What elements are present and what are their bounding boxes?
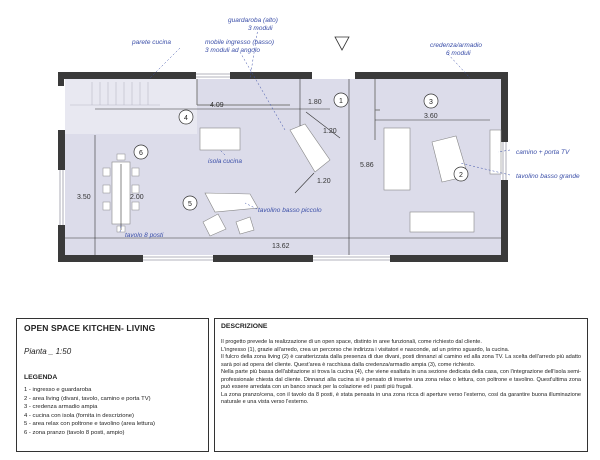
note-isola: isola cucina [208, 158, 242, 165]
legend-item: 5 - area relax con poltrone e tavolino (area lettura) [24, 421, 155, 428]
room-number-6: 6 [139, 150, 143, 157]
dim-3-50: 3.50 [77, 194, 91, 201]
dim-4-09: 4.09 [210, 102, 224, 109]
sofa-1 [384, 128, 410, 190]
sofa-2 [410, 212, 474, 232]
note-tavolino-grande: tavolino basso grande [516, 173, 580, 180]
dim-13-62: 13.62 [272, 243, 290, 250]
legend-item: 4 - cucina con isola (fornita in descrizione) [24, 412, 135, 419]
drawing-title: OPEN SPACE KITCHEN- LIVING [24, 323, 156, 333]
legend-title: LEGENDA [24, 374, 58, 381]
description-paragraph: Il progetto prevede la realizzazione di un open space, distinto in aree funzionali, come richiesto dal cliente. [221, 339, 482, 345]
description-paragraph: L'ingresso (1), grazie all'arredo, crea un percorso che indirizza i visitatori e nasconde, ad un primo sguardo, la cucina. [221, 346, 510, 353]
legend-list [24, 386, 155, 438]
kitchen-island [200, 128, 240, 150]
note-camino: camino + porta TV [516, 149, 570, 156]
legend-item: 3 - credenza armadio ampia [24, 404, 98, 411]
note-guardaroba-2: 3 moduli [248, 25, 273, 32]
room-number-1: 1 [339, 98, 343, 105]
fireplace [490, 130, 501, 174]
description-paragraph: Il fulcro della zona living (2) è caratterizzata dalla presenza di due divani, posti dinnanzi al camino ed alla zona TV. La scelta dell'arredo più adatto sarà poi ad opera del cliente. Quest'area è racchiusa dalla credenza/armadio ampia (3), come richiesto. [221, 354, 581, 368]
dim-5-86: 5.86 [360, 162, 374, 169]
entrance-arrow-icon [335, 37, 349, 50]
dim-1-20-a: 1.20 [323, 128, 337, 135]
description-paragraph: Nella parte più bassa dell'abitazione si trova la cucina (4), che viene esaltata in una sezione dedicata della casa, con l'integrazione dell'isola semi-professionale chiesta dal cliente. Dinnanzi alla cucina si è pensato di inserire una zona relax o lettura, con poltrone e tavolino. Quest'ultima zona può essere arredata con un banco snack per la colazione ed i pasti più frugali. [221, 369, 581, 391]
room-number-2: 2 [459, 172, 463, 179]
note-mobile-ingresso-1: mobile ingresso (basso) [205, 39, 275, 46]
description-block [214, 318, 588, 452]
note-guardaroba-1: guardaroba (alto) [228, 17, 278, 24]
note-mobile-ingresso-2: 3 moduli ad angolo [205, 47, 260, 54]
note-tavolino-piccolo: tavolino basso piccolo [258, 207, 322, 214]
note-credenza-1: credenza/armadio [430, 42, 483, 49]
drawing-scale: Pianta _ 1:50 [24, 347, 72, 356]
legend-item: 1 - ingresso e guardaroba [24, 387, 92, 393]
description-paragraph: La zona pranzo/cena, con il tavolo da 8 posti, è stata pensata in una zona ricca di aperture verso l'esterno, così da garantire buona illuminazione naturale e una vista verso l'esterno. [221, 391, 581, 406]
dim-3-60: 3.60 [424, 113, 438, 120]
description-title: DESCRIZIONE [221, 323, 268, 330]
dim-1-20-b: 1.20 [317, 178, 331, 185]
legend-item: 6 - zona pranzo (tavolo 8 posti, ampio) [24, 429, 125, 436]
title-block [16, 318, 209, 452]
legend-item: 2 - area living (divani, tavolo, camino e porta TV) [24, 395, 151, 402]
room-number-4: 4 [184, 115, 188, 122]
room-number-3: 3 [429, 99, 433, 106]
dim-2-00: 2.00 [130, 194, 144, 201]
note-credenza-2: 6 moduli [446, 50, 471, 57]
note-tavolo: tavolo 8 posti [125, 232, 164, 239]
description-body [221, 339, 581, 407]
stair-zone [65, 79, 197, 134]
dim-1-80: 1.80 [308, 99, 322, 106]
room-number-5: 5 [188, 201, 192, 208]
note-parete-cucina: parete cucina [132, 39, 172, 46]
